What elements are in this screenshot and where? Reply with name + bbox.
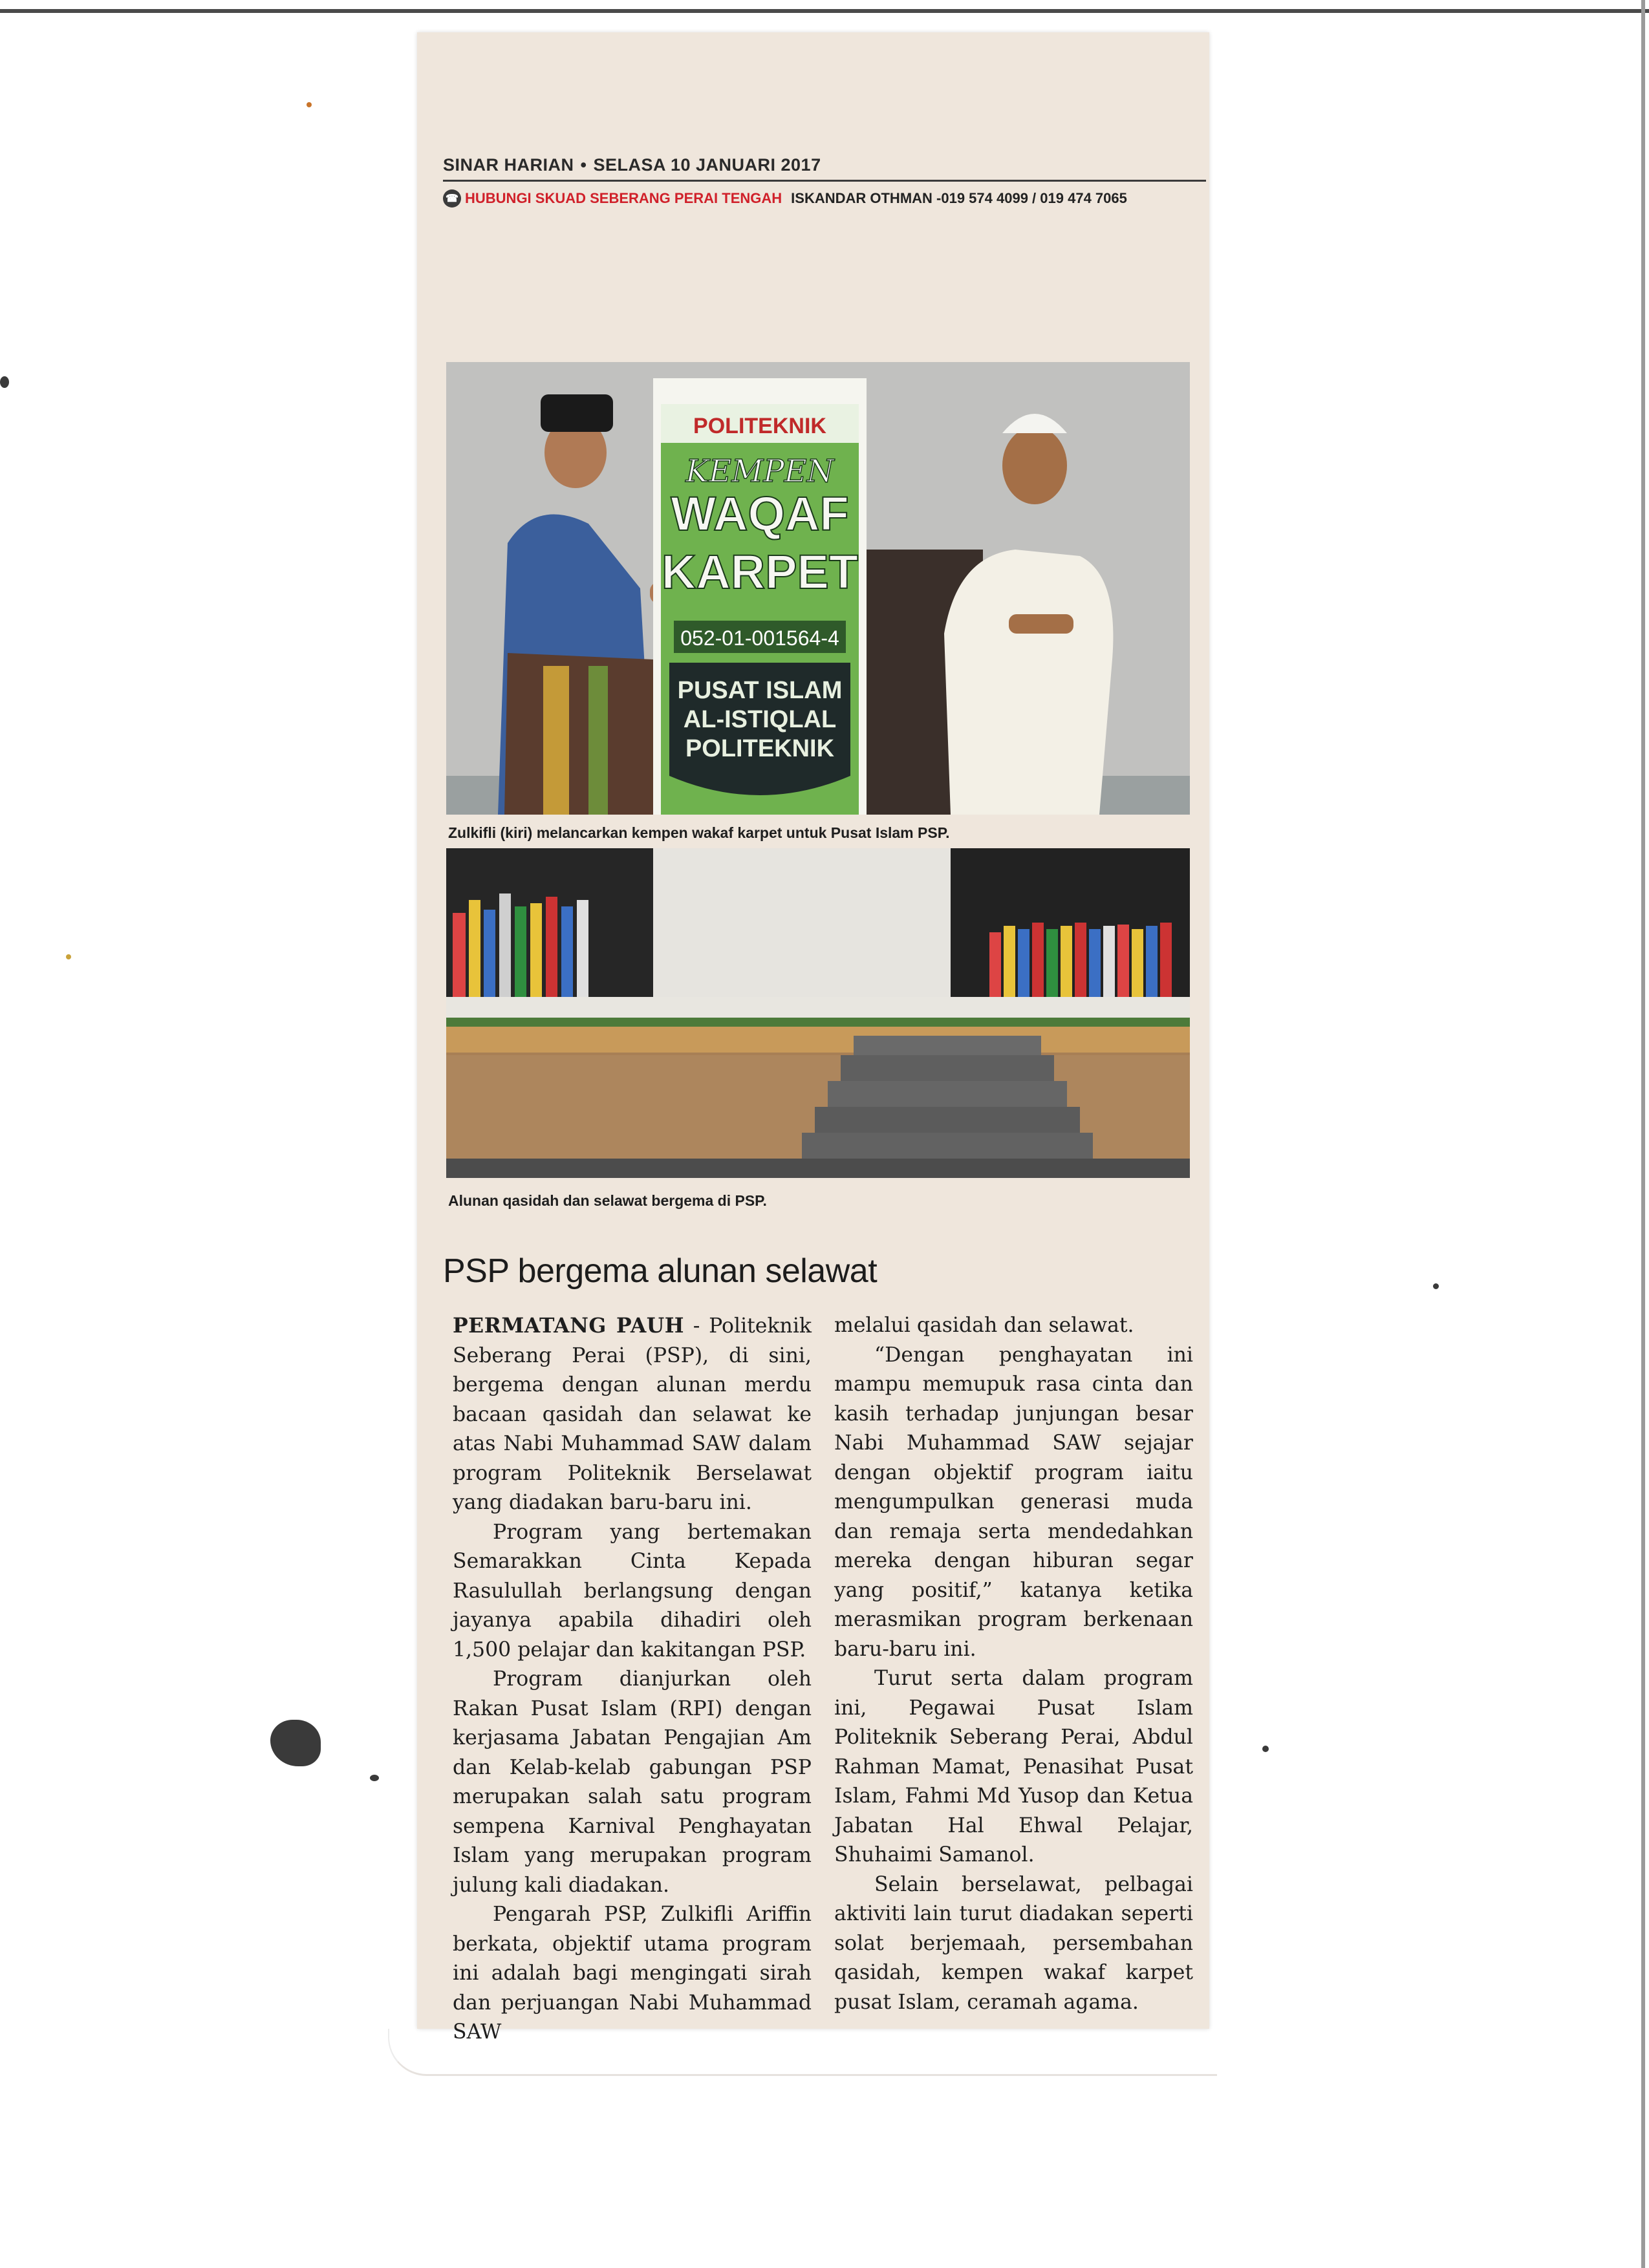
article-paragraph-3: Program dianjurkan oleh Rakan Pusat Islam (RPI) dengan kerjasama Jabatan Pengajian Am dan Kelab-kelab gabungan PSP merupakan salah satu program sempena Karnival Penghayatan Islam yang merupakan program julung kali diadakan. <box>453 1667 812 1897</box>
banner-line-1: KEMPEN <box>685 453 834 489</box>
scan-speck <box>0 376 9 388</box>
banner-line-2: WAQAF <box>671 487 849 540</box>
photo-qasidah-stage <box>446 848 1190 1178</box>
contact-person: ISKANDAR OTHMAN -019 574 4099 / 019 474 7065 <box>791 190 1127 206</box>
article-paragraph-5: melalui qasidah dan selawat. <box>834 1314 1134 1337</box>
news-clipping <box>417 32 1209 2044</box>
masthead-separator: • <box>580 155 587 175</box>
article-paragraph-2: Program yang bertemakan Semarakkan Cinta Kepada Rasulullah berlangsung dengan jayanya apabila dihadiri oleh 1,500 pelajar dan kakitangan PSP. <box>453 1520 812 1662</box>
scan-speck <box>307 102 312 107</box>
scan-speck <box>66 954 71 959</box>
banner-footer-2: AL-ISTIQLAL <box>683 706 837 733</box>
article-headline: PSP bergema alunan selawat <box>443 1252 878 1290</box>
article-paragraph-7: Turut serta dalam program ini, Pegawai Pusat Islam Politeknik Seberang Perai, Abdul Rahman Mamat, Penasihat Pusat Islam, Fahmi Md Yusop dan Ketua Jabatan Hal Ehwal Pelajar, Shuhaimi Samanol. <box>834 1667 1193 1867</box>
banner-account: 052-01-001564-4 <box>680 626 839 650</box>
contact-lead: HUBUNGI SKUAD SEBERANG PERAI TENGAH <box>465 190 782 206</box>
article-dateline: PERMATANG PAUH <box>453 1314 685 1338</box>
article-column-left <box>453 1311 812 2048</box>
masthead <box>443 155 821 175</box>
phone-icon: ☎ <box>443 189 461 208</box>
photo-caption-2: Alunan qasidah dan selawat bergema di PSP. <box>448 1192 767 1209</box>
scan-speck <box>1262 1746 1269 1752</box>
scan-speck <box>270 1720 321 1766</box>
banner-footer-3: POLITEKNIK <box>685 735 835 762</box>
scan-speck <box>370 1775 379 1781</box>
article-paragraph-8: Selain berselawat, pelbagai aktiviti lain turut diadakan seperti solat berjemaah, persembahan qasidah, kempen wakaf karpet pusat Islam, ceramah agama. <box>834 1872 1193 2014</box>
article-column-right <box>834 1311 1193 2017</box>
banner-brand: POLITEKNIK <box>693 414 826 438</box>
scan-speck <box>1433 1283 1439 1289</box>
flag-row-left <box>453 893 588 997</box>
banner-line-3: KARPET <box>661 545 859 599</box>
scan-edge-right <box>1641 0 1645 2268</box>
article-paragraph-6: “Dengan penghayatan ini mampu memupuk rasa cinta dan kasih terhadap junjungan besar Nabi Muhammad SAW sejajar dengan objektif program iaitu mengumpulkan generasi muda dan remaja serta mendedahkan mereka dengan hiburan segar yang positif,” katanya ketika merasmikan program berkenaan baru-baru ini. <box>834 1343 1193 1661</box>
masthead-rule <box>443 180 1206 182</box>
photo-waqaf-launch <box>446 362 1190 815</box>
article-paragraph-1: PERMATANG PAUH - Politeknik Seberang Perai (PSP), di sini, bergema dengan alunan merdu bacaan qasidah dan selawat ke atas Nabi Muhammad SAW dalam program Politeknik Berselawat yang diadakan baru-baru ini. <box>453 1314 812 1514</box>
article-paragraph-4: Pengarah PSP, Zulkifli Ariffin berkata, objektif utama program ini adalah bagi mengingati sirah dan perjuangan Nabi Muhammad SAW <box>453 1903 812 2044</box>
issue-date: SELASA 10 JANUARI 2017 <box>593 155 821 175</box>
paper-name: SINAR HARIAN <box>443 155 574 175</box>
banner-footer-1: PUSAT ISLAM <box>677 677 843 704</box>
scan-edge-top <box>0 9 1649 13</box>
contact-line <box>443 186 1127 211</box>
photo-caption-1: Zulkifli (kiri) melancarkan kempen wakaf karpet untuk Pusat Islam PSP. <box>448 824 950 841</box>
